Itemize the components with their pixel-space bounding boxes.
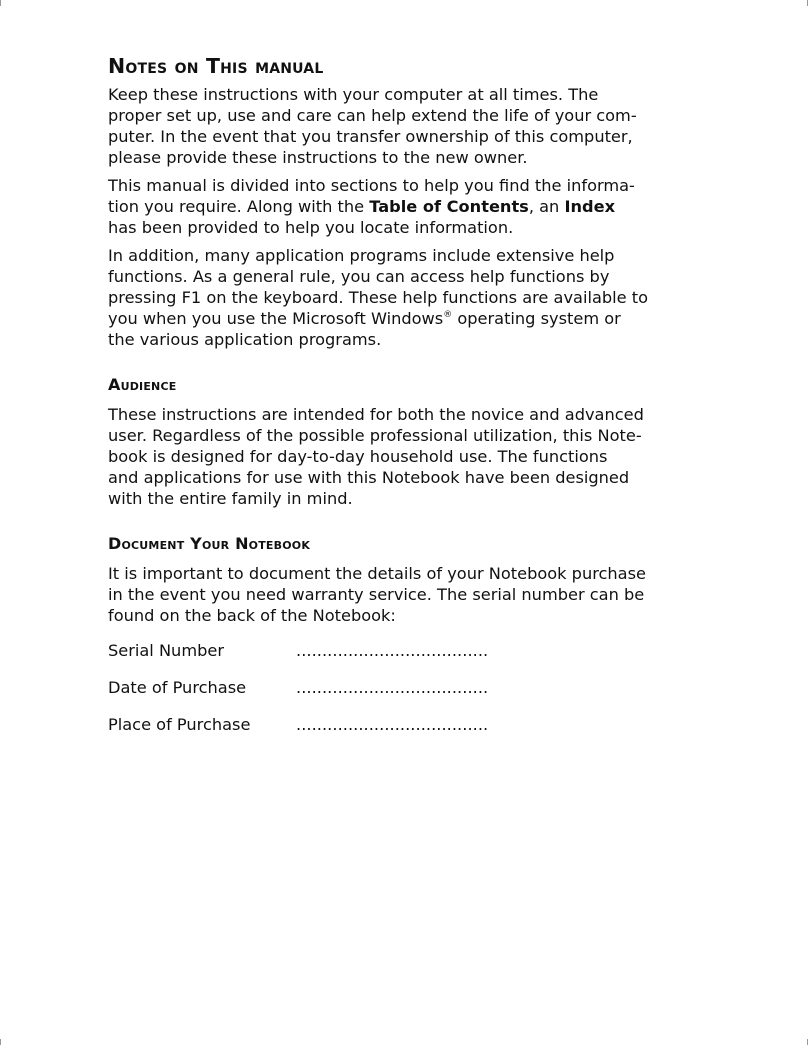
crop-mark	[0, 0, 1, 6]
index-reference: Index	[564, 197, 616, 216]
text-line: in the event you need warranty service. The serial number can be	[108, 585, 645, 604]
purchase-record-form	[108, 640, 708, 751]
text-line: found on the back of the Notebook:	[108, 606, 396, 625]
registered-mark: ®	[443, 310, 453, 320]
text-line: This manual is divided into sections to help you find the informa-	[108, 176, 635, 195]
date-of-purchase-label: Date of Purchase	[108, 678, 247, 697]
text-line: book is designed for day-to-day household use. The functions	[108, 447, 608, 466]
place-of-purchase-label: Place of Purchase	[108, 715, 251, 734]
text-fragment: you when you use the Microsoft Windows	[108, 309, 444, 328]
text-line: puter. In the event that you transfer ownership of this computer,	[108, 127, 633, 146]
text-fragment: , an	[528, 197, 565, 216]
text-line: These instructions are intended for both the novice and advanced	[108, 405, 644, 424]
serial-number-label: Serial Number	[108, 641, 224, 660]
text-fragment: operating system or	[452, 309, 621, 328]
paragraph-keep-instructions	[108, 84, 708, 168]
section-heading-document-notebook: Document Your Notebook	[108, 534, 311, 553]
text-fragment: tion you require. Along with the	[108, 197, 370, 216]
text-line: user. Regardless of the possible professional utilization, this Note-	[108, 426, 642, 445]
place-of-purchase-fill-line: .....................................	[296, 715, 489, 734]
text-line	[108, 308, 708, 329]
paragraph-audience	[108, 404, 708, 509]
section-heading-notes: Notes on This manual	[108, 54, 324, 78]
paragraph-manual-sections	[108, 175, 708, 238]
manual-page	[108, 52, 708, 751]
text-line: and applications for use with this Notebook have been designed	[108, 468, 630, 487]
text-line: has been provided to help you locate information.	[108, 218, 514, 237]
text-line: It is important to document the details of your Notebook purchase	[108, 564, 646, 583]
date-of-purchase-fill-line: .....................................	[296, 678, 489, 697]
text-line: proper set up, use and care can help extend the life of your com-	[108, 106, 637, 125]
serial-number-fill-line: .....................................	[296, 641, 489, 660]
text-line: with the entire family in mind.	[108, 489, 353, 508]
text-line: In addition, many application programs include extensive help	[108, 246, 615, 265]
section-heading-audience: Audience	[108, 375, 177, 394]
text-line: the various application programs.	[108, 330, 382, 349]
date-of-purchase-row	[108, 677, 708, 714]
text-line: pressing F1 on the keyboard. These help functions are available to	[108, 288, 648, 307]
text-line	[108, 196, 708, 217]
text-line: functions. As a general rule, you can access help functions by	[108, 267, 610, 286]
crop-mark	[0, 1039, 1, 1045]
paragraph-help-functions	[108, 245, 708, 350]
serial-number-row	[108, 640, 708, 677]
table-of-contents-reference: Table of Contents	[369, 197, 529, 216]
text-line: please provide these instructions to the new owner.	[108, 148, 528, 167]
place-of-purchase-row	[108, 714, 708, 751]
text-line: Keep these instructions with your computer at all times. The	[108, 85, 599, 104]
paragraph-document-notebook	[108, 563, 708, 626]
